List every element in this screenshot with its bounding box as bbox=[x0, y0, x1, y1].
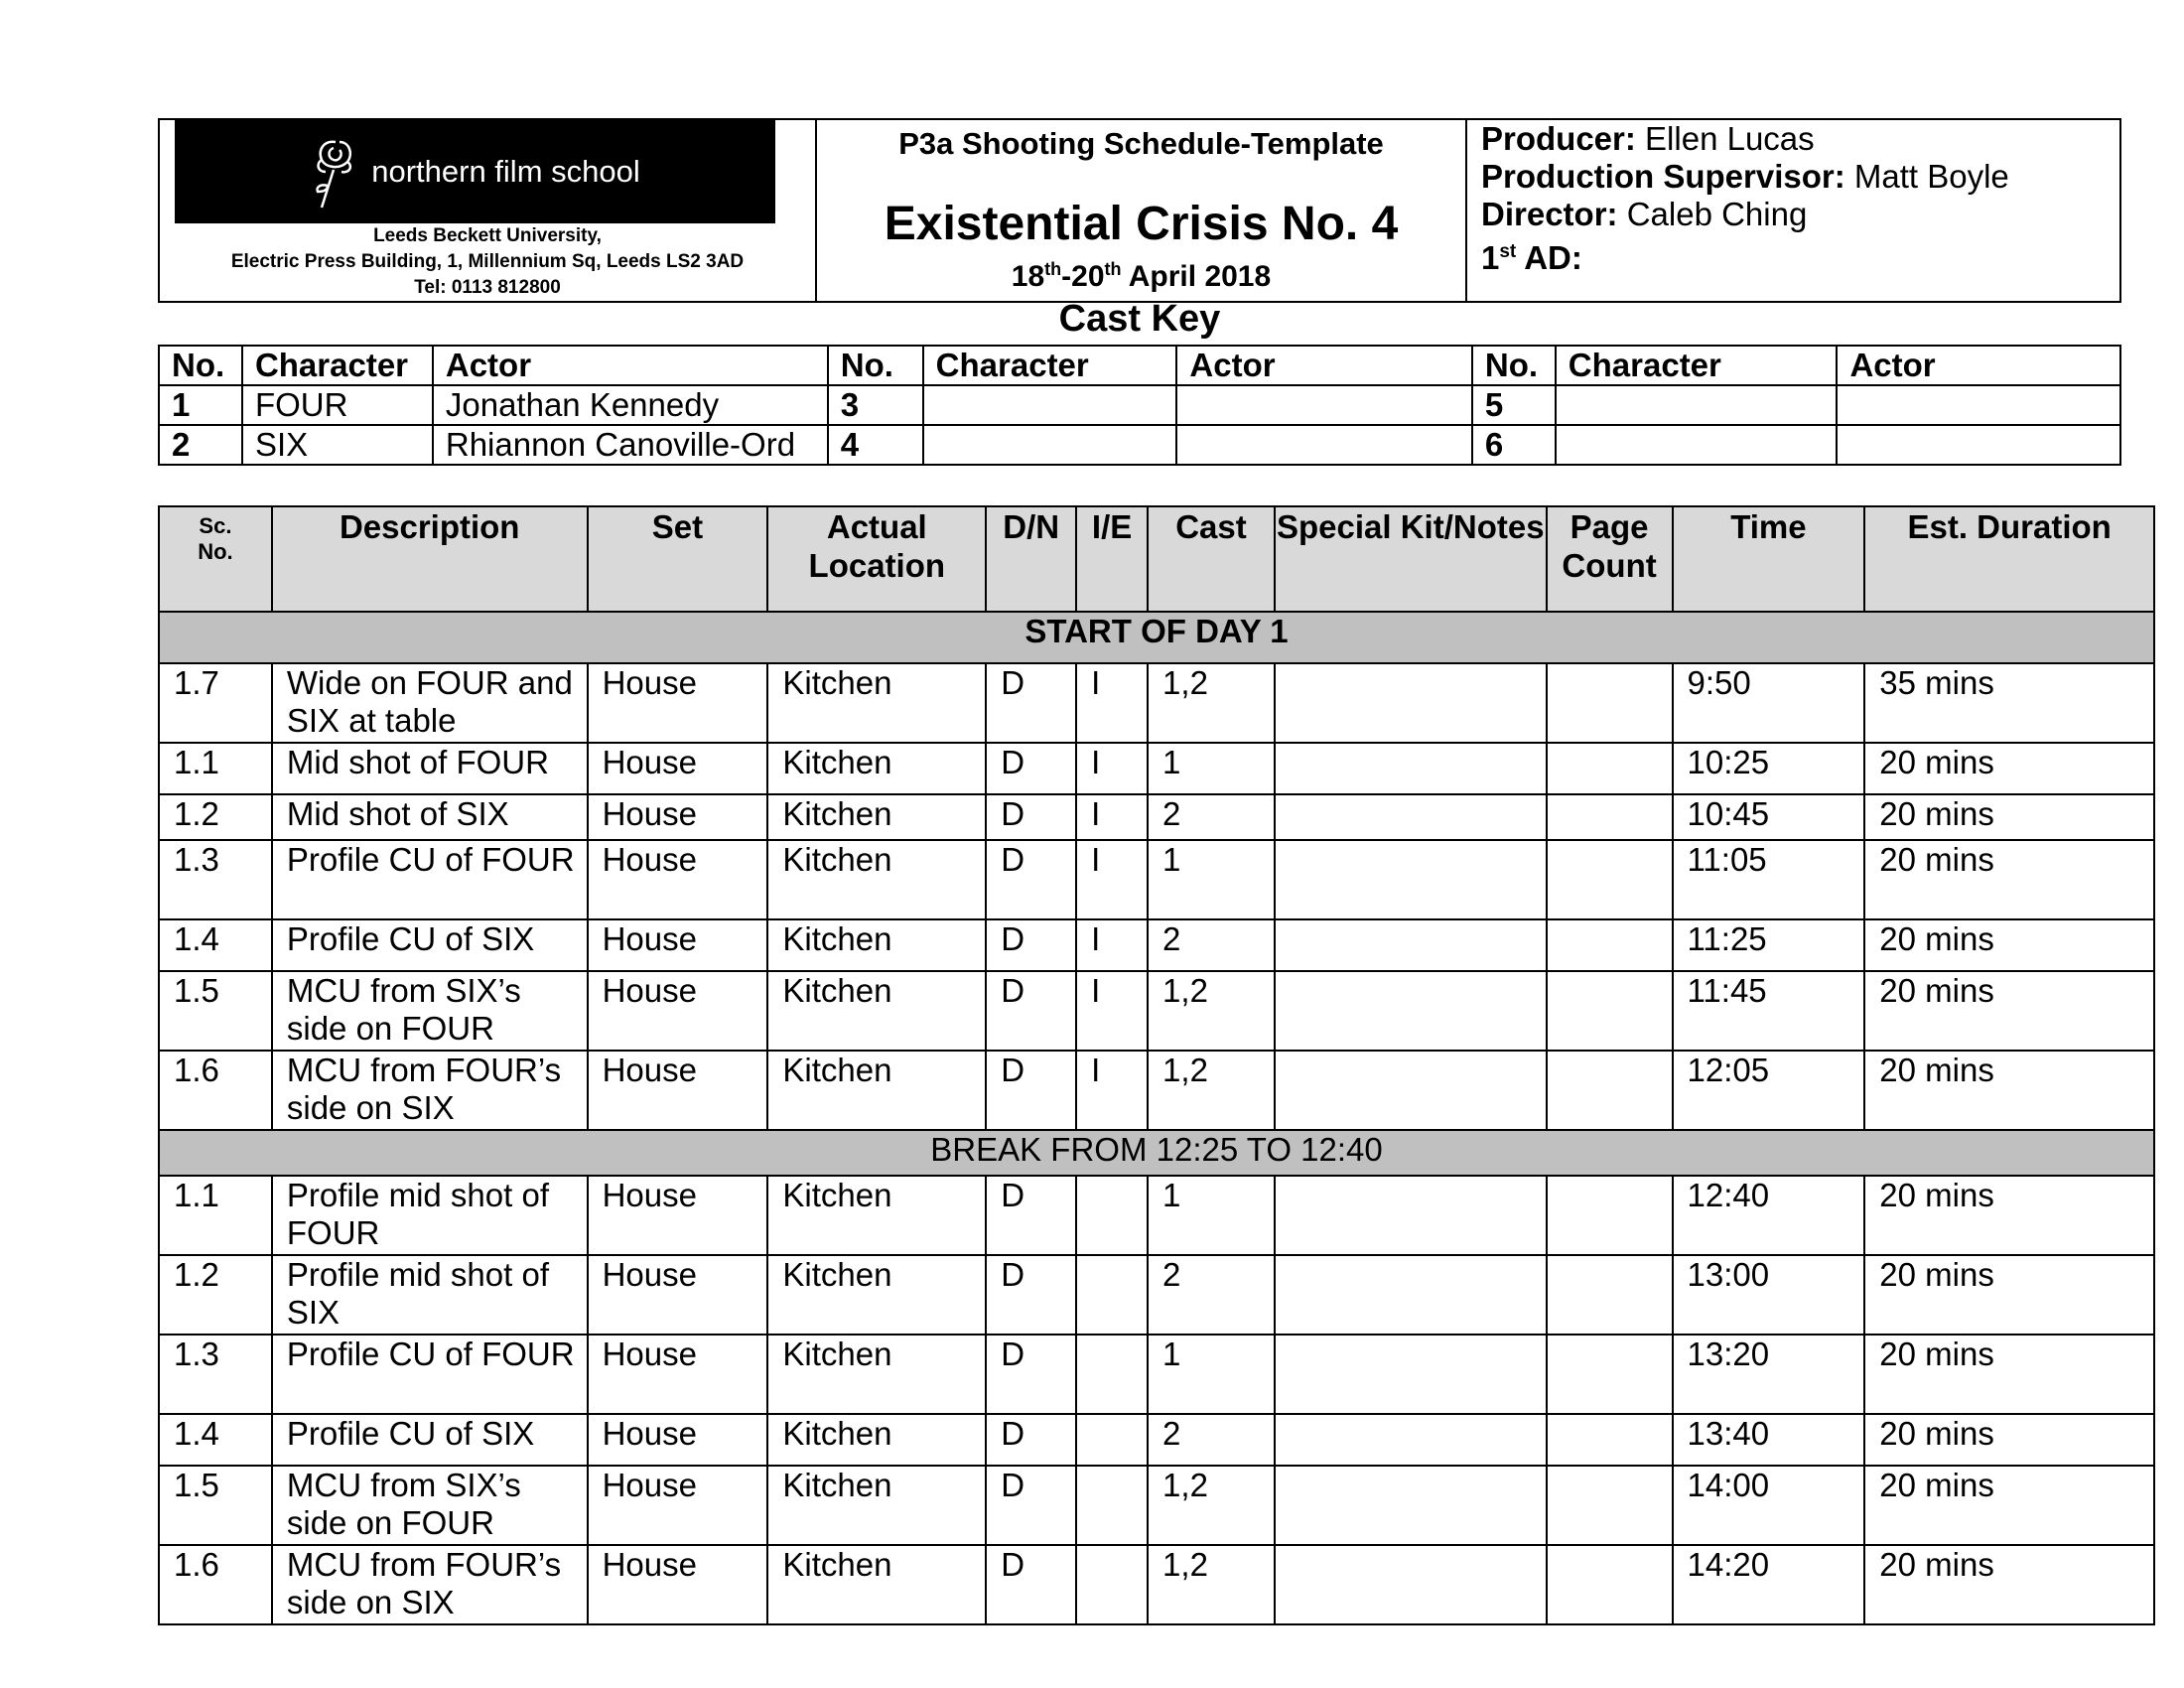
scene-no-cell: 1.4 bbox=[159, 1414, 272, 1466]
cast-actor: Jonathan Kennedy bbox=[433, 385, 828, 425]
set-cell: House bbox=[588, 663, 768, 743]
description-cell: Profile CU of FOUR bbox=[272, 1335, 588, 1414]
est-duration-cell: 20 mins bbox=[1864, 1335, 2154, 1414]
special-notes-cell bbox=[1275, 743, 1547, 794]
actual-location-cell: Kitchen bbox=[767, 1255, 986, 1335]
set-cell: House bbox=[588, 743, 768, 794]
int-ext-cell bbox=[1076, 1466, 1148, 1545]
int-ext-cell: I bbox=[1076, 971, 1148, 1051]
time-cell: 10:45 bbox=[1673, 794, 1865, 840]
date-separator: - bbox=[1061, 260, 1072, 293]
day-night-cell: D bbox=[986, 1335, 1076, 1414]
cast-cell: 2 bbox=[1148, 919, 1275, 971]
col-header-character: Character bbox=[1556, 346, 1838, 385]
cast-character bbox=[1556, 385, 1838, 425]
cast-no: 4 bbox=[828, 425, 923, 465]
special-notes-cell bbox=[1275, 971, 1547, 1051]
set-cell: House bbox=[588, 919, 768, 971]
schedule-row bbox=[159, 743, 2154, 794]
special-notes-cell bbox=[1275, 794, 1547, 840]
actual-location-cell: Kitchen bbox=[767, 794, 986, 840]
special-notes-cell bbox=[1275, 1545, 1547, 1624]
crew-value: Ellen Lucas bbox=[1635, 120, 1815, 157]
time-cell: 11:45 bbox=[1673, 971, 1865, 1051]
set-cell: House bbox=[588, 1255, 768, 1335]
shoot-dates bbox=[817, 251, 1465, 295]
cast-actor bbox=[1176, 385, 1471, 425]
film-title: Existential Crisis No. 4 bbox=[884, 198, 1399, 250]
col-header-special-kit-notes: Special Kit/Notes bbox=[1275, 506, 1547, 612]
int-ext-cell bbox=[1076, 1176, 1148, 1255]
page-count-cell bbox=[1547, 743, 1673, 794]
time-cell: 14:00 bbox=[1673, 1466, 1865, 1545]
cast-cell: 1 bbox=[1148, 743, 1275, 794]
cast-cell: 2 bbox=[1148, 1255, 1275, 1335]
crew-cell bbox=[1466, 119, 2120, 302]
time-cell: 13:40 bbox=[1673, 1414, 1865, 1466]
est-duration-cell: 20 mins bbox=[1864, 1414, 2154, 1466]
time-cell: 13:00 bbox=[1673, 1255, 1865, 1335]
address-line: Leeds Beckett University, bbox=[373, 225, 602, 246]
crew-value: Caleb Ching bbox=[1617, 196, 1808, 232]
col-header-day-night: D/N bbox=[986, 506, 1076, 612]
crew-label: Production Supervisor: bbox=[1481, 158, 1845, 195]
description-cell: Mid shot of FOUR bbox=[272, 743, 588, 794]
description-cell: MCU from SIX’s side on FOUR bbox=[272, 1466, 588, 1545]
col-header-actor: Actor bbox=[1837, 346, 2120, 385]
schedule-row bbox=[159, 663, 2154, 743]
est-duration-cell: 20 mins bbox=[1864, 1545, 2154, 1624]
day-night-cell: D bbox=[986, 840, 1076, 919]
int-ext-cell: I bbox=[1076, 919, 1148, 971]
crew-label-number: 1 bbox=[1481, 239, 1500, 276]
special-notes-cell bbox=[1275, 663, 1547, 743]
day-night-cell: D bbox=[986, 794, 1076, 840]
description-cell: Wide on FOUR and SIX at table bbox=[272, 663, 588, 743]
est-duration-cell: 20 mins bbox=[1864, 919, 2154, 971]
col-header-est-duration: Est. Duration bbox=[1864, 506, 2154, 612]
actual-location-cell: Kitchen bbox=[767, 1335, 986, 1414]
special-notes-cell bbox=[1275, 1466, 1547, 1545]
special-notes-cell bbox=[1275, 1335, 1547, 1414]
cast-cell: 1,2 bbox=[1148, 663, 1275, 743]
page-count-cell bbox=[1547, 1414, 1673, 1466]
day-banner bbox=[159, 612, 2154, 663]
col-header-time: Time bbox=[1673, 506, 1865, 612]
set-cell: House bbox=[588, 1051, 768, 1130]
actual-location-cell: Kitchen bbox=[767, 919, 986, 971]
break-banner bbox=[159, 1130, 2154, 1176]
scene-no-cell: 1.4 bbox=[159, 919, 272, 971]
template-title: P3a Shooting Schedule-Template bbox=[898, 126, 1384, 161]
cast-cell: 1 bbox=[1148, 1176, 1275, 1255]
producer-line bbox=[1481, 120, 2119, 158]
col-header-cast: Cast bbox=[1148, 506, 1275, 612]
cast-actor bbox=[1837, 385, 2120, 425]
time-cell: 11:05 bbox=[1673, 840, 1865, 919]
cast-actor bbox=[1176, 425, 1471, 465]
time-cell: 13:20 bbox=[1673, 1335, 1865, 1414]
crew-value: Matt Boyle bbox=[1844, 158, 2009, 195]
description-cell: Profile CU of SIX bbox=[272, 1414, 588, 1466]
cast-key-title: Cast Key bbox=[1058, 298, 1221, 340]
page-count-cell bbox=[1547, 1176, 1673, 1255]
page-count-cell bbox=[1547, 840, 1673, 919]
col-header-character: Character bbox=[923, 346, 1177, 385]
crew-label-suffix: st bbox=[1499, 241, 1517, 262]
header-text: Sc. No. bbox=[198, 513, 233, 564]
cast-character bbox=[923, 385, 1177, 425]
director-line bbox=[1481, 196, 2119, 233]
scene-no-cell: 1.5 bbox=[159, 1466, 272, 1545]
description-cell: MCU from FOUR’s side on SIX bbox=[272, 1051, 588, 1130]
est-duration-cell: 20 mins bbox=[1864, 743, 2154, 794]
start-day-suffix: th bbox=[1044, 259, 1062, 279]
est-duration-cell: 20 mins bbox=[1864, 1176, 2154, 1255]
cast-cell: 1,2 bbox=[1148, 1466, 1275, 1545]
description-cell: Mid shot of SIX bbox=[272, 794, 588, 840]
cast-cell: 2 bbox=[1148, 1414, 1275, 1466]
title-cell bbox=[816, 119, 1466, 302]
col-header-scene-no bbox=[159, 506, 272, 612]
description-cell: Profile CU of SIX bbox=[272, 919, 588, 971]
col-header-no: No. bbox=[828, 346, 923, 385]
col-header-description: Description bbox=[272, 506, 588, 612]
document-header bbox=[158, 118, 2121, 303]
crew-label: AD: bbox=[1516, 239, 1582, 276]
actual-location-cell: Kitchen bbox=[767, 1051, 986, 1130]
page-count-cell bbox=[1547, 1335, 1673, 1414]
day-night-cell: D bbox=[986, 971, 1076, 1051]
col-header-int-ext: I/E bbox=[1076, 506, 1148, 612]
schedule-row bbox=[159, 971, 2154, 1051]
cast-actor bbox=[1837, 425, 2120, 465]
int-ext-cell: I bbox=[1076, 663, 1148, 743]
schedule-row bbox=[159, 919, 2154, 971]
actual-location-cell: Kitchen bbox=[767, 663, 986, 743]
schedule-row bbox=[159, 1255, 2154, 1335]
cast-row bbox=[159, 385, 2120, 425]
description-cell: MCU from FOUR’s side on SIX bbox=[272, 1545, 588, 1624]
cast-cell: 1 bbox=[1148, 840, 1275, 919]
production-supervisor-line bbox=[1481, 158, 2119, 196]
time-cell: 14:20 bbox=[1673, 1545, 1865, 1624]
day-night-cell: D bbox=[986, 919, 1076, 971]
schedule-row bbox=[159, 1545, 2154, 1624]
description-cell: MCU from SIX’s side on FOUR bbox=[272, 971, 588, 1051]
int-ext-cell: I bbox=[1076, 1051, 1148, 1130]
cast-cell: 2 bbox=[1148, 794, 1275, 840]
actual-location-cell: Kitchen bbox=[767, 1545, 986, 1624]
time-cell: 10:25 bbox=[1673, 743, 1865, 794]
cast-cell: 1,2 bbox=[1148, 1051, 1275, 1130]
day-night-cell: D bbox=[986, 1414, 1076, 1466]
day-night-cell: D bbox=[986, 663, 1076, 743]
rose-icon bbox=[310, 134, 361, 210]
cast-character: SIX bbox=[242, 425, 433, 465]
scene-no-cell: 1.7 bbox=[159, 663, 272, 743]
col-header-page-count: Page Count bbox=[1547, 506, 1673, 612]
est-duration-cell: 35 mins bbox=[1864, 663, 2154, 743]
est-duration-cell: 20 mins bbox=[1864, 971, 2154, 1051]
set-cell: House bbox=[588, 794, 768, 840]
set-cell: House bbox=[588, 1466, 768, 1545]
col-header-actor: Actor bbox=[1176, 346, 1471, 385]
cast-cell: 1,2 bbox=[1148, 1545, 1275, 1624]
col-header-no: No. bbox=[159, 346, 242, 385]
actual-location-cell: Kitchen bbox=[767, 1176, 986, 1255]
time-cell: 11:25 bbox=[1673, 919, 1865, 971]
description-cell: Profile CU of FOUR bbox=[272, 840, 588, 919]
cast-character bbox=[1556, 425, 1838, 465]
cast-no: 5 bbox=[1472, 385, 1556, 425]
schedule-row bbox=[159, 1466, 2154, 1545]
scene-no-cell: 1.2 bbox=[159, 1255, 272, 1335]
int-ext-cell: I bbox=[1076, 743, 1148, 794]
first-ad-line bbox=[1481, 233, 2119, 277]
school-info-cell bbox=[159, 119, 816, 302]
schedule-row bbox=[159, 1176, 2154, 1255]
page-count-cell bbox=[1547, 1545, 1673, 1624]
scene-no-cell: 1.2 bbox=[159, 794, 272, 840]
actual-location-cell: Kitchen bbox=[767, 1414, 986, 1466]
est-duration-cell: 20 mins bbox=[1864, 1466, 2154, 1545]
schedule-row bbox=[159, 840, 2154, 919]
set-cell: House bbox=[588, 1414, 768, 1466]
cast-no: 1 bbox=[159, 385, 242, 425]
est-duration-cell: 20 mins bbox=[1864, 1051, 2154, 1130]
scene-no-cell: 1.5 bbox=[159, 971, 272, 1051]
time-cell: 12:05 bbox=[1673, 1051, 1865, 1130]
page-count-cell bbox=[1547, 794, 1673, 840]
cast-cell: 1 bbox=[1148, 1335, 1275, 1414]
special-notes-cell bbox=[1275, 919, 1547, 971]
actual-location-cell: Kitchen bbox=[767, 840, 986, 919]
int-ext-cell bbox=[1076, 1335, 1148, 1414]
col-header-no: No. bbox=[1472, 346, 1556, 385]
address-line: Electric Press Building, 1, Millennium Sq, Leeds LS2 3AD bbox=[230, 251, 745, 272]
int-ext-cell bbox=[1076, 1414, 1148, 1466]
set-cell: House bbox=[588, 1176, 768, 1255]
time-cell: 12:40 bbox=[1673, 1176, 1865, 1255]
int-ext-cell bbox=[1076, 1255, 1148, 1335]
month-year: April 2018 bbox=[1121, 260, 1272, 293]
address-line: Tel: 0113 812800 bbox=[414, 277, 561, 298]
cast-key-table bbox=[158, 345, 2121, 466]
scene-no-cell: 1.1 bbox=[159, 1176, 272, 1255]
cast-header-row bbox=[159, 346, 2120, 385]
description-cell: Profile mid shot of FOUR bbox=[272, 1176, 588, 1255]
day-night-cell: D bbox=[986, 1176, 1076, 1255]
int-ext-cell: I bbox=[1076, 840, 1148, 919]
cast-actor: Rhiannon Canoville-Ord bbox=[433, 425, 828, 465]
set-cell: House bbox=[588, 840, 768, 919]
col-header-set: Set bbox=[588, 506, 768, 612]
set-cell: House bbox=[588, 971, 768, 1051]
est-duration-cell: 20 mins bbox=[1864, 794, 2154, 840]
set-cell: House bbox=[588, 1335, 768, 1414]
actual-location-cell: Kitchen bbox=[767, 743, 986, 794]
shooting-schedule-table bbox=[158, 505, 2155, 1625]
page-count-cell bbox=[1547, 1466, 1673, 1545]
school-logo bbox=[175, 120, 775, 223]
time-cell: 9:50 bbox=[1673, 663, 1865, 743]
day-night-cell: D bbox=[986, 1466, 1076, 1545]
day-night-cell: D bbox=[986, 743, 1076, 794]
end-day: 20 bbox=[1071, 260, 1105, 293]
col-header-actor: Actor bbox=[433, 346, 828, 385]
page-count-cell bbox=[1547, 971, 1673, 1051]
scene-no-cell: 1.1 bbox=[159, 743, 272, 794]
page-count-cell bbox=[1547, 1255, 1673, 1335]
set-cell: House bbox=[588, 1545, 768, 1624]
day-night-cell: D bbox=[986, 1051, 1076, 1130]
col-header-actual-location: Actual Location bbox=[767, 506, 986, 612]
cast-no: 6 bbox=[1472, 425, 1556, 465]
schedule-row bbox=[159, 1051, 2154, 1130]
scene-no-cell: 1.6 bbox=[159, 1545, 272, 1624]
description-cell: Profile mid shot of SIX bbox=[272, 1255, 588, 1335]
cast-cell: 1,2 bbox=[1148, 971, 1275, 1051]
schedule-header-row bbox=[159, 506, 2154, 612]
cast-no: 2 bbox=[159, 425, 242, 465]
school-address bbox=[160, 223, 815, 301]
crew-label: Producer: bbox=[1481, 120, 1636, 157]
day-night-cell: D bbox=[986, 1545, 1076, 1624]
day-night-cell: D bbox=[986, 1255, 1076, 1335]
cast-no: 3 bbox=[828, 385, 923, 425]
special-notes-cell bbox=[1275, 1176, 1547, 1255]
special-notes-cell bbox=[1275, 1255, 1547, 1335]
est-duration-cell: 20 mins bbox=[1864, 840, 2154, 919]
int-ext-cell: I bbox=[1076, 794, 1148, 840]
scene-no-cell: 1.6 bbox=[159, 1051, 272, 1130]
int-ext-cell bbox=[1076, 1545, 1148, 1624]
col-header-character: Character bbox=[242, 346, 433, 385]
schedule-row bbox=[159, 1414, 2154, 1466]
schedule-row bbox=[159, 794, 2154, 840]
actual-location-cell: Kitchen bbox=[767, 1466, 986, 1545]
scene-no-cell: 1.3 bbox=[159, 1335, 272, 1414]
end-day-suffix: th bbox=[1104, 259, 1122, 279]
day-banner-text: START OF DAY 1 bbox=[159, 612, 2154, 663]
cast-character: FOUR bbox=[242, 385, 433, 425]
special-notes-cell bbox=[1275, 1051, 1547, 1130]
page-count-cell bbox=[1547, 1051, 1673, 1130]
schedule-row bbox=[159, 1335, 2154, 1414]
cast-row bbox=[159, 425, 2120, 465]
page-count-cell bbox=[1547, 663, 1673, 743]
cast-character bbox=[923, 425, 1177, 465]
est-duration-cell: 20 mins bbox=[1864, 1255, 2154, 1335]
special-notes-cell bbox=[1275, 840, 1547, 919]
actual-location-cell: Kitchen bbox=[767, 971, 986, 1051]
scene-no-cell: 1.3 bbox=[159, 840, 272, 919]
page-count-cell bbox=[1547, 919, 1673, 971]
special-notes-cell bbox=[1275, 1414, 1547, 1466]
start-day: 18 bbox=[1011, 260, 1045, 293]
crew-label: Director: bbox=[1481, 196, 1618, 232]
break-banner-text: BREAK FROM 12:25 TO 12:40 bbox=[159, 1130, 2154, 1176]
logo-text: northern film school bbox=[371, 154, 640, 189]
